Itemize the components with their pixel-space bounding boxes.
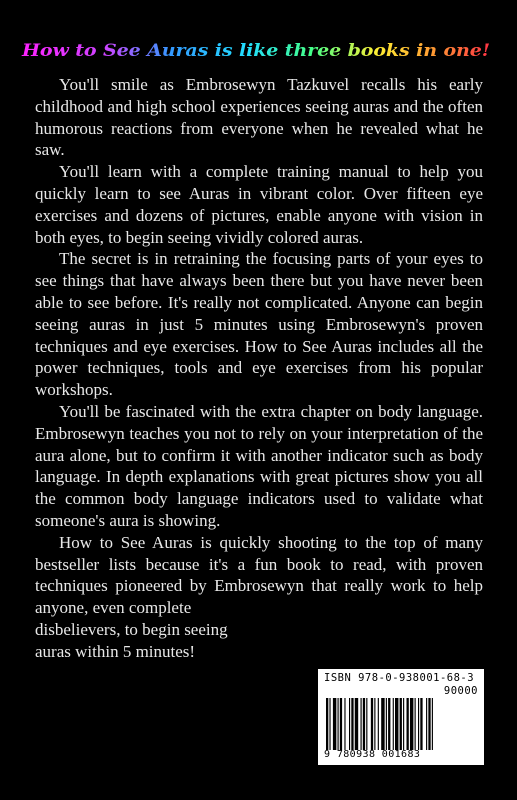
barcode-bar <box>355 698 358 750</box>
isbn-text: ISBN 978-0-938001-68-3 <box>324 672 475 684</box>
barcode-bar <box>340 698 342 750</box>
barcode-bar <box>333 698 336 750</box>
paragraph-training-manual: You'll learn with a complete training manual to help you quickly learn to see Auras in vibrant color. Over fifteen eye exercises and dozens of pictures, enable anyone with vision in both eyes, to begin seeing vividly colored auras. <box>35 162 483 247</box>
barcode-bar <box>326 698 328 750</box>
paragraph-bestseller-a: How to See Auras is quickly shooting to the top of many bestseller lists because it's a fun book to read, with proven techniques pioneered by Embrosewyn that really work to help anyone, even complete <box>35 532 483 618</box>
barcode-bar <box>366 698 367 750</box>
isbn-barcode <box>318 669 484 765</box>
headline-title: How to See Auras <box>22 41 189 61</box>
barcode-bar <box>374 698 375 750</box>
barcode-bar <box>420 698 422 750</box>
barcode-bar <box>363 698 365 750</box>
barcode-number: 9 780938 001683 <box>324 749 421 760</box>
paragraph-bestseller-b: disbelievers, to begin seeing <box>35 619 228 639</box>
barcode-bar <box>388 698 390 750</box>
headline <box>22 38 502 69</box>
barcode-bar <box>349 698 350 750</box>
barcode-bar <box>381 698 384 750</box>
barcode-bars <box>326 698 476 750</box>
paragraph-bestseller-c: auras within 5 minutes! <box>35 641 196 661</box>
paragraph-secret: The secret is in retraining the focusing parts of your eyes to see things that have always been there but you have never been able to see before. It's really not complicated. Anyone can begin seeing auras in just 5 minutes using Embrosewyn's proven techniques and eye exercises. How to See Auras includes all the power techniques, tools and eye exercises from his popular workshops. <box>35 249 483 400</box>
barcode-bar <box>410 698 413 750</box>
barcode-bar <box>400 698 402 750</box>
barcode-bar <box>403 698 404 750</box>
paragraph-body-language: You'll be fascinated with the extra chapter on body language. Embrosewyn teaches you not to rely on your interpretation of the aura alone, but to confirm it with another indicator such as body language. In depth explanations with great pictures show you all the common body language indicators used to validate what someone's aura is showing. <box>35 401 483 530</box>
barcode-bar <box>393 698 394 750</box>
paragraph-childhood: You'll smile as Embrosewyn Tazkuvel recalls his early childhood and high school experiences seeing auras and the often humorous reactions from everyone when he revealed what he saw. <box>35 75 483 160</box>
barcode-bar <box>426 698 427 750</box>
barcode-bar <box>371 698 373 750</box>
barcode-bar <box>432 698 433 750</box>
barcode-bar <box>378 698 379 750</box>
barcode-bar <box>351 698 353 750</box>
barcode-bar <box>428 698 430 750</box>
price-code: 90000 <box>443 685 478 697</box>
headline-rest: is like three books in one! <box>208 41 460 61</box>
barcode-bar <box>329 698 330 750</box>
barcode-bar <box>418 698 419 750</box>
barcode-bar <box>415 698 416 750</box>
svg-text:How to See Auras is like three <box>21 41 490 61</box>
description-body <box>35 74 483 663</box>
barcode-bar <box>338 698 339 750</box>
barcode-bar <box>395 698 398 750</box>
paragraph-bestseller <box>35 532 483 619</box>
barcode-bar <box>386 698 387 750</box>
barcode-bar <box>344 698 345 750</box>
barcode-bar <box>407 698 409 750</box>
headline-svg <box>22 38 502 64</box>
barcode-bar <box>361 698 362 750</box>
